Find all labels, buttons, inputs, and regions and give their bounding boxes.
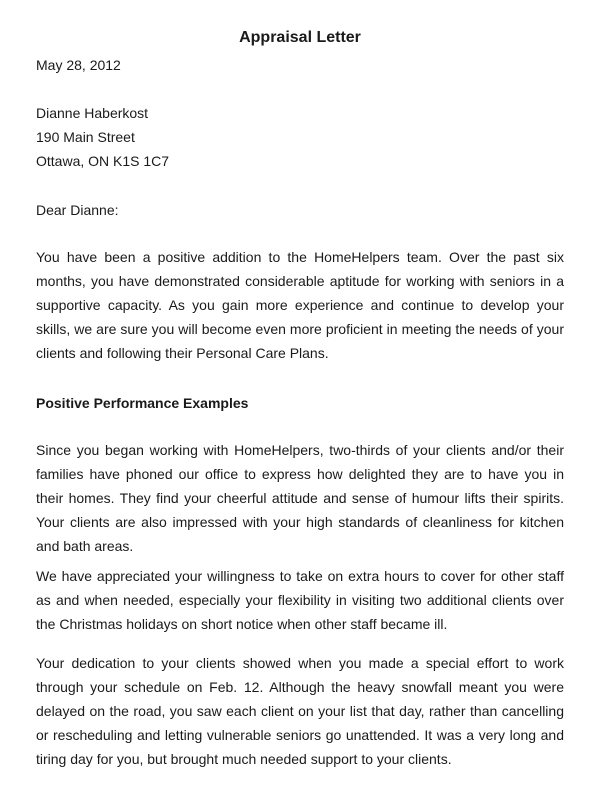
body-paragraph-3: Your dedication to your clients showed when you made a special effort to work through your schedule on Feb. 12. Although the heavy snowfall meant you were delayed on the road, you saw each client on your list that day, rather than cancelling or rescheduling and letting vulnerable seniors go unattended. It was a very long and tiring day for you, but brought much needed support to your clients. — [36, 655, 564, 767]
body-paragraph-1: Since you began working with HomeHelpers, two-thirds of your clients and/or their families have phoned our office to express how delighted they are to have you in their homes. They find your cheerful attitude and sense of humour lifts their spirits. Your clients are also impressed with your high standards of cleanliness for kitchen and bath areas. — [36, 442, 564, 554]
recipient-street: 190 Main Street — [36, 129, 135, 145]
body-paragraph-2: We have appreciated your willingness to take on extra hours to cover for other staff as and when needed, especially your flexibility in visiting two additional clients over the Christmas holidays on short notice when other staff became ill. — [36, 568, 564, 632]
recipient-name: Dianne Haberkost — [36, 105, 149, 121]
intro-paragraph: You have been a positive addition to the HomeHelpers team. Over the past six months, you have demonstrated considerable aptitude for working with seniors in a supportive capacity. As you gain more experience and continue to develop your skills, we are sure you will become even more proficient in meeting the needs of your clients and following their Personal Care Plans. — [36, 249, 564, 361]
recipient-city: Ottawa, ON K1S 1C7 — [36, 153, 170, 169]
section-heading: Positive Performance Examples — [36, 395, 249, 411]
letter-date: May 28, 2012 — [36, 57, 121, 73]
salutation: Dear Dianne: — [36, 202, 119, 218]
letter-title: Appraisal Letter — [239, 29, 361, 46]
